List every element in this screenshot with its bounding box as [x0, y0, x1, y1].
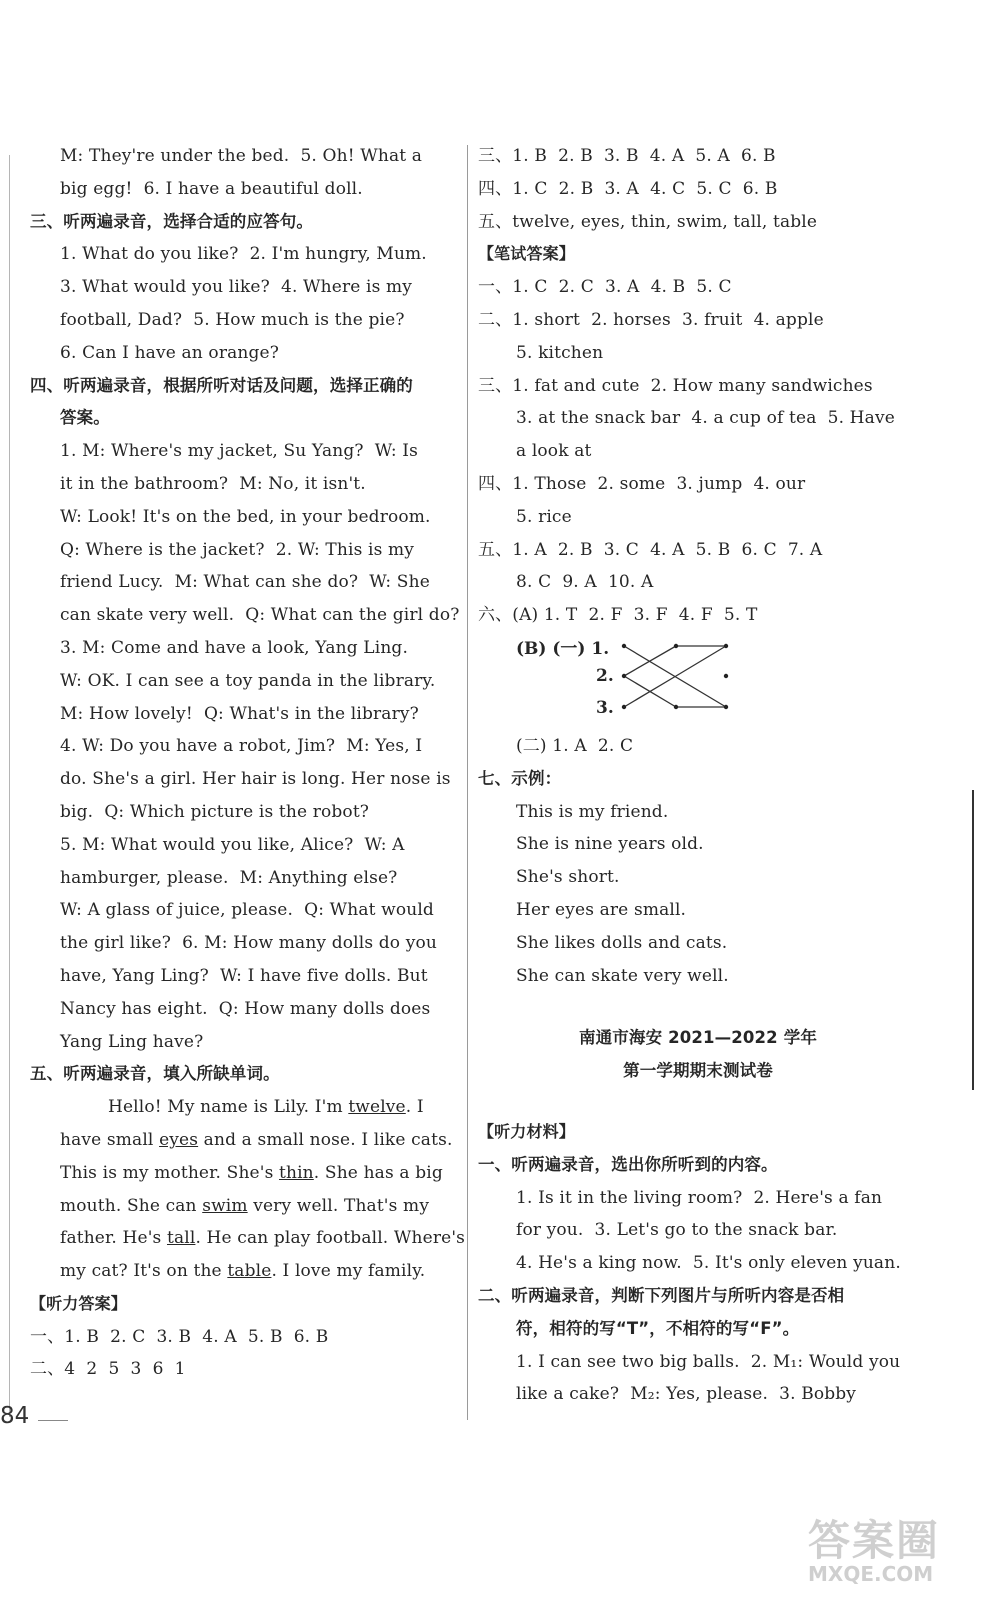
column-divider	[467, 145, 468, 1420]
text-line: W: OK. I can see a toy panda in the library.	[60, 670, 436, 691]
passage-line: father. He's tall. He can play football. Where's	[60, 1228, 466, 1249]
answer-line: 一、1. C 2. C 3. A 4. B 5. C	[478, 277, 732, 298]
answer-line: 四、1. Those 2. some 3. jump 4. our	[478, 473, 806, 494]
answer-underline: tall	[166, 1228, 196, 1249]
section-heading: 三、听两遍录音，选择合适的应答句。	[30, 211, 314, 231]
text-line: it in the bathroom? M: No, it isn't.	[60, 473, 366, 494]
match-dot	[622, 705, 626, 709]
section-heading: 七、示例：	[478, 768, 562, 788]
passage-line: my cat? It's on the table. I love my family.	[60, 1261, 426, 1282]
watermark	[808, 1508, 988, 1590]
text-line: friend Lucy. M: What can she do? W: She	[60, 572, 430, 593]
answer-line: (二) 1. A 2. C	[516, 735, 634, 756]
answer-line: 二、1. short 2. horses 3. fruit 4. apple	[478, 309, 824, 330]
answer-line: 3. at the snack bar 4. a cup of tea 5. Have	[516, 408, 895, 429]
page-number: 84	[0, 1403, 30, 1429]
match-dot	[674, 644, 678, 648]
answer-underline: twelve	[348, 1097, 406, 1118]
match-line	[676, 646, 726, 676]
text-line: 6. Can I have an orange?	[60, 342, 279, 363]
right-column	[478, 140, 918, 1411]
text-line: Yang Ling have?	[60, 1031, 204, 1052]
text-line: 1. Is it in the living room? 2. Here's a fan	[516, 1187, 883, 1208]
text-line: the girl like? 6. M: How many dolls do you	[60, 933, 437, 954]
text-line: 5. M: What would you like, Alice? W: A	[60, 834, 405, 855]
watermark-logo: 答案圈	[808, 1516, 941, 1565]
section-heading: 五、听两遍录音，填入所缺单词。	[30, 1064, 280, 1084]
answer-underline: thin	[279, 1162, 314, 1183]
match-label: 3.	[596, 697, 614, 718]
text-line: W: A glass of juice, please. Q: What would	[60, 900, 434, 921]
match-dot	[724, 705, 728, 709]
text-line: big. Q: Which picture is the robot?	[60, 801, 370, 822]
match-label: 2.	[596, 665, 614, 686]
match-dot	[724, 644, 728, 648]
listening-material-heading: 【听力材料】	[478, 1121, 575, 1141]
match-dot	[622, 644, 626, 648]
text-line: 1. I can see two big balls. 2. M₁: Would you	[516, 1351, 901, 1372]
answer-line: 四、1. C 2. B 3. A 4. C 5. C 6. B	[478, 178, 778, 199]
answer-line: 三、1. fat and cute 2. How many sandwiches	[478, 375, 873, 396]
match-label: (B) (一) 1.	[516, 638, 610, 659]
match-dot	[674, 705, 678, 709]
page-edge-line	[9, 155, 10, 1417]
passage-line: This is my mother. She's thin. She has a big	[60, 1162, 443, 1183]
section-heading: 符，相符的写“T”，不相符的写“F”。	[516, 1318, 800, 1338]
section-heading: 四、听两遍录音，根据所听对话及问题，选择正确的	[30, 375, 413, 395]
section-heading: 二、听两遍录音，判断下列图片与所听内容是否相	[478, 1285, 845, 1305]
written-answer-heading: 【笔试答案】	[478, 244, 575, 264]
match-dot	[622, 674, 626, 678]
text-line: M: They're under the bed. 5. Oh! What a	[60, 146, 423, 166]
answer-underline: table	[227, 1261, 272, 1282]
text-line: 3. What would you like? 4. Where is my	[60, 277, 413, 298]
example-line: She likes dolls and cats.	[516, 932, 728, 953]
answer-line: 二、4 2 5 3 6 1	[30, 1359, 186, 1380]
text-line: big egg! 6. I have a beautiful doll.	[60, 178, 363, 199]
text-line: football, Dad? 5. How much is the pie?	[60, 309, 405, 330]
text-line: 3. M: Come and have a look, Yang Ling.	[60, 637, 408, 658]
answer-line: 五、1. A 2. B 3. C 4. A 5. B 6. C 7. A	[478, 539, 823, 560]
text-line: for you. 3. Let's go to the snack bar.	[516, 1220, 838, 1241]
answer-line: 一、1. B 2. C 3. B 4. A 5. B 6. B	[30, 1326, 329, 1347]
example-line: She can skate very well.	[516, 965, 729, 986]
text-line: 4. W: Do you have a robot, Jim? M: Yes, I	[60, 736, 423, 757]
binding-edge	[972, 790, 974, 1090]
exam-title: 南通市海安 2021—2022 学年	[578, 1028, 818, 1048]
text-line: Nancy has eight. Q: How many dolls does	[60, 998, 431, 1019]
text-line: W: Look! It's on the bed, in your bedroom.	[60, 506, 431, 527]
answer-line: 六、(A) 1. T 2. F 3. F 4. F 5. T	[478, 605, 758, 626]
text-line: have, Yang Ling? W: I have five dolls. But	[60, 965, 428, 986]
text-line: Q: Where is the jacket? 2. W: This is my	[60, 539, 415, 560]
left-column	[30, 140, 466, 1386]
example-line: She's short.	[516, 867, 620, 888]
page-number-dash	[38, 1420, 68, 1421]
section-heading: 答案。	[60, 408, 110, 428]
match-dot	[724, 674, 728, 678]
exam-subtitle: 第一学期期末测试卷	[623, 1061, 773, 1081]
example-line: She is nine years old.	[516, 834, 704, 855]
answer-line: a look at	[516, 441, 592, 462]
text-line: do. She's a girl. Her hair is long. Her nose is	[60, 769, 451, 790]
answer-line: 三、1. B 2. B 3. B 4. A 5. A 6. B	[478, 146, 776, 166]
example-line: This is my friend.	[516, 801, 669, 822]
passage-line: Hello! My name is Lily. I'm twelve. I	[108, 1097, 424, 1118]
text-line: 4. He's a king now. 5. It's only eleven yuan.	[516, 1253, 901, 1274]
answer-underline: eyes	[159, 1129, 199, 1150]
text-line: hamburger, please. M: Anything else?	[60, 867, 398, 888]
answer-line: 5. kitchen	[516, 342, 604, 363]
passage-line: mouth. She can swim very well. That's my	[60, 1195, 430, 1216]
section-heading: 一、听两遍录音，选出你所听到的内容。	[478, 1154, 778, 1174]
passage-line: have small eyes and a small nose. I like cats.	[60, 1129, 453, 1150]
text-line: M: How lovely! Q: What's in the library?	[60, 703, 419, 724]
listening-answer-heading: 【听力答案】	[30, 1293, 127, 1313]
text-line: like a cake? M₂: Yes, please. 3. Bobby	[516, 1384, 857, 1405]
example-line: Her eyes are small.	[516, 899, 687, 920]
answer-line: 5. rice	[516, 506, 572, 527]
text-line: 1. What do you like? 2. I'm hungry, Mum.	[60, 244, 427, 265]
text-line: can skate very well. Q: What can the girl do?	[60, 605, 460, 626]
answer-line: 8. C 9. A 10. A	[516, 572, 654, 593]
matching-lines	[478, 632, 918, 730]
text-line: 1. M: Where's my jacket, Su Yang? W: Is	[60, 441, 419, 462]
answer-underline: swim	[202, 1195, 248, 1216]
matching-diagram	[478, 632, 918, 730]
watermark-url: MXQE.COM	[808, 1562, 934, 1586]
answer-line: 五、twelve, eyes, thin, swim, tall, table	[478, 211, 818, 232]
